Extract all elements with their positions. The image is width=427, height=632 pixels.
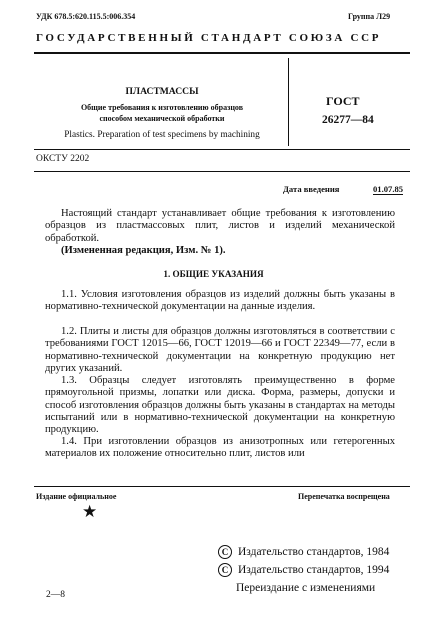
copyright-text-1994: Издательство стандартов, 1994 [238, 564, 390, 576]
reprint-prohibited-label: Перепечатка воспрещена [298, 492, 390, 501]
title-block [36, 58, 289, 146]
udc-code: УДК 678.5:620.115.5:006.354 [36, 12, 136, 21]
document-subtitle-line2: способом механической обработки [99, 114, 225, 123]
paragraph-1-4: 1.4. При изготовлении образцов из анизотропных или гетерогенных материалов их положение относительно плит, листов или [45, 436, 395, 460]
reissue-note: Переиздание с изменениями [236, 582, 376, 594]
paragraph-1-3: 1.3. Образцы следует изготовлять преимущественно в форме прямоугольной призмы, лопатки или диска. Форма, размеры, допуски и способ изготовления образцов должны быть указаны в стандартах на методы испытаний или в нормативно-технической документации на конкретную продукцию. [45, 375, 395, 436]
copyright-icon: С [218, 545, 232, 559]
star-icon: ★ [82, 502, 98, 521]
header-rule [34, 52, 410, 54]
state-standard-heading: ГОСУДАРСТВЕННЫЙ СТАНДАРТ СОЮЗА ССР [36, 32, 382, 44]
paragraph-1-1: 1.1. Условия изготовления образцов из изделий должны быть указаны в нормативно-технической документации на данные изделия. [45, 289, 395, 313]
copyright-line-1 [218, 545, 389, 559]
intro-date-label: Дата введения [283, 184, 340, 194]
group-code: Группа Л29 [348, 12, 391, 21]
paragraph-1-2: 1.2. Плиты и листы для образцов должны изготовляться в соответствии с требованиями ГОСТ 12015—66, ГОСТ 12019—66 и ГОСТ 22349—77, если в нормативно-технической документации на конкретную продукцию нет других указаний. [45, 326, 395, 374]
copyright-icon: С [218, 563, 232, 577]
title-bottom-rule [34, 149, 410, 150]
page-number: 2—8 [46, 590, 65, 600]
gost-number: 26277—84 [322, 114, 374, 126]
document-title: ПЛАСТМАССЫ [125, 86, 199, 97]
intro-date-value: 01.07.85 [373, 184, 404, 194]
english-title: Plastics. Preparation of test specimens by machining [64, 130, 260, 140]
footer-rule [34, 486, 410, 487]
official-edition-label: Издание официальное [36, 492, 117, 501]
okstu-code: ОКСТУ 2202 [36, 154, 90, 164]
amendment-note: (Измененная редакция, Изм. № 1). [61, 245, 226, 256]
copyright-text-1984: Издательство стандартов, 1984 [238, 546, 390, 558]
document-subtitle-line1: Общие требования к изготовлению образцов [80, 103, 244, 112]
copyright-line-2 [218, 563, 389, 577]
intro-paragraph: Настоящий стандарт устанавливает общие требования к изготовлению образцов из пластмассовых плит, листов и изделий механической обработкой. [45, 208, 395, 244]
okstu-rule [34, 171, 410, 172]
section-title: 1. ОБЩИЕ УКАЗАНИЯ [163, 269, 264, 279]
gost-label: ГОСТ [326, 94, 360, 108]
